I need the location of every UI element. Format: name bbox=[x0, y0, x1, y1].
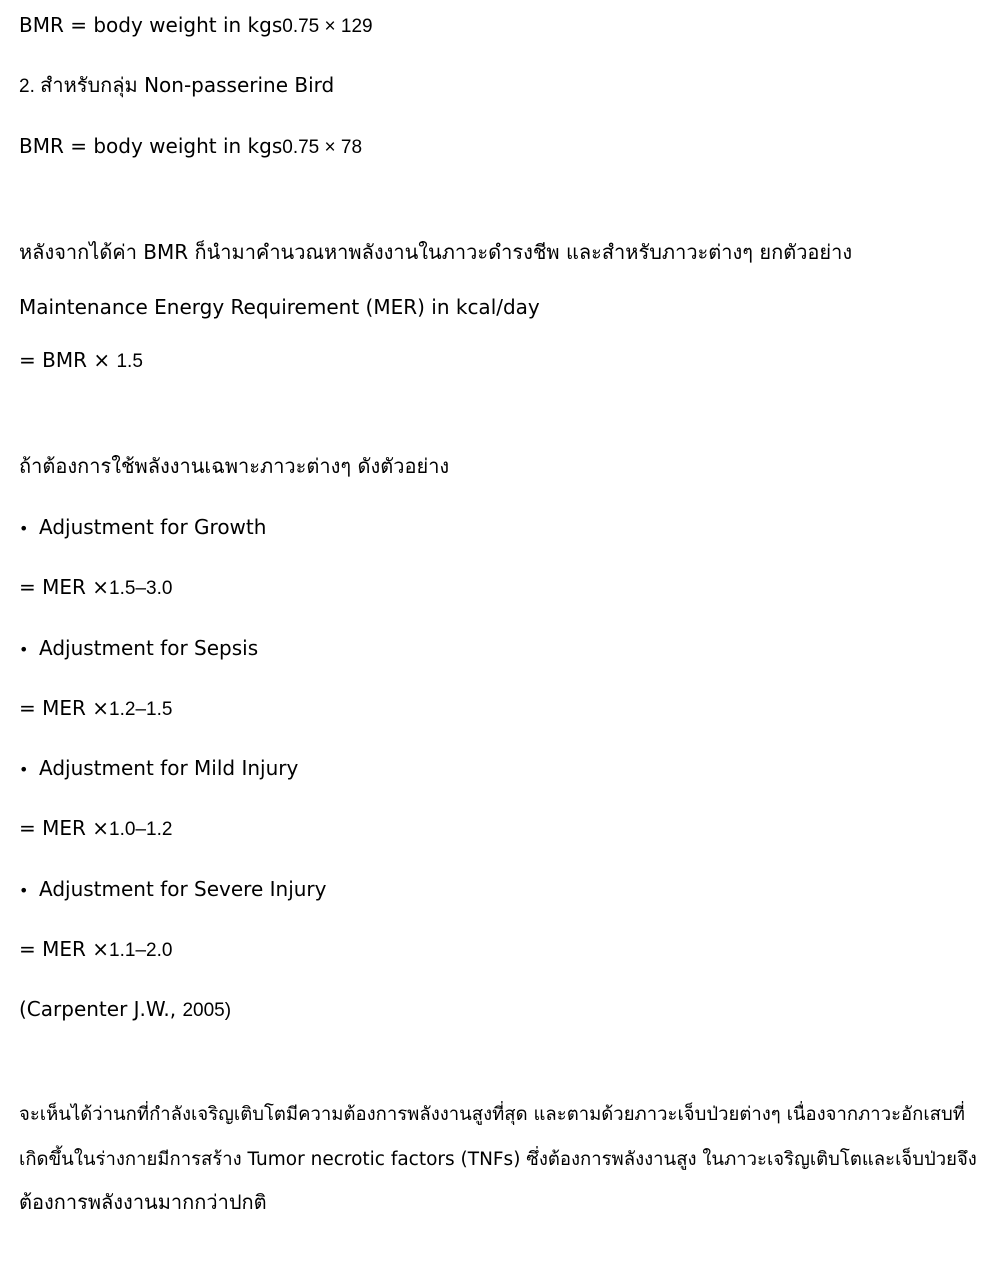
adjustment-formula-value: 1.2–1.5 bbox=[109, 699, 173, 720]
adjustment-formula-value: 1.0–1.2 bbox=[109, 819, 173, 840]
nonpasserine-heading-number: 2. bbox=[19, 76, 41, 97]
bullet-icon: • bbox=[19, 640, 29, 659]
adjustment-formula-label: = MER × bbox=[19, 575, 110, 599]
adjustment-title bbox=[19, 875, 327, 903]
bmr-passerine-formula bbox=[19, 11, 373, 39]
adjustment-formula-label: = MER × bbox=[19, 696, 110, 720]
bmr-passerine-label: BMR = body weight in kgs bbox=[19, 13, 283, 37]
adjustment-title-text: Adjustment for Severe Injury bbox=[39, 877, 327, 901]
mer-intro-paragraph: หลังจากได้ค่า BMR ก็นำมาคำนวณหาพลังงานในภาวะดำรงชีพ และสำหรับภาวะต่างๆ ยกตัวอย่าง bbox=[19, 240, 853, 264]
adjustment-title bbox=[19, 754, 298, 782]
conclusion-line: ต้องการพลังงานมากกว่าปกติ bbox=[19, 1190, 267, 1214]
bmr-nonpasserine-label: BMR = body weight in kgs bbox=[19, 134, 283, 158]
bmr-nonpasserine-formula bbox=[19, 132, 362, 160]
adjustment-title-text: Adjustment for Growth bbox=[39, 515, 267, 539]
adjustment-title-text: Adjustment for Sepsis bbox=[39, 636, 259, 660]
mer-formula-label: = BMR × bbox=[19, 348, 117, 372]
bullet-icon: • bbox=[19, 760, 29, 779]
bullet-icon: • bbox=[19, 881, 29, 900]
adjustment-formula bbox=[19, 573, 172, 601]
adjustment-title bbox=[19, 513, 266, 541]
adjustment-title bbox=[19, 634, 258, 662]
conclusion-line: เกิดขึ้นในร่างกายมีการสร้าง Tumor necrotic factors (TNFs) ซึ่งต้องการพลังงานสูง ในภาวะเจริญเติบโตและเจ็บป่วยจึง bbox=[19, 1149, 977, 1170]
bullet-icon: • bbox=[19, 519, 29, 538]
adjustment-formula-value: 1.1–2.0 bbox=[109, 940, 173, 961]
adjustment-title-text: Adjustment for Mild Injury bbox=[39, 756, 299, 780]
adjustment-formula bbox=[19, 814, 172, 842]
adjustment-formula bbox=[19, 935, 172, 963]
citation bbox=[19, 995, 231, 1023]
adjustment-formula-value: 1.5–3.0 bbox=[109, 578, 173, 599]
mer-formula-value: 1.5 bbox=[116, 351, 143, 372]
adjustment-formula bbox=[19, 694, 172, 722]
adjust-intro-paragraph: ถ้าต้องการใช้พลังงานเฉพาะภาวะต่างๆ ดังตัวอย่าง bbox=[19, 454, 450, 478]
conclusion-line: จะเห็นได้ว่านกที่กำลังเจริญเติบโตมีความต้องการพลังงานสูงที่สุด และตามด้วยภาวะเจ็บป่วยต่างๆ เนื่องจากภาวะอักเสบที่ bbox=[19, 1104, 965, 1125]
adjustment-formula-label: = MER × bbox=[19, 816, 110, 840]
citation-text: (Carpenter J.W., bbox=[19, 997, 183, 1021]
nonpasserine-heading-text: สำหรับกลุ่ม Non-passerine Bird bbox=[40, 73, 335, 97]
citation-year: 2005) bbox=[182, 1000, 232, 1021]
bmr-passerine-value: 0.75 × 129 bbox=[282, 16, 373, 37]
nonpasserine-heading bbox=[19, 71, 334, 99]
adjustment-formula-label: = MER × bbox=[19, 937, 110, 961]
bmr-nonpasserine-value: 0.75 × 78 bbox=[282, 137, 363, 158]
mer-formula bbox=[19, 346, 143, 374]
mer-title: Maintenance Energy Requirement (MER) in kcal/day bbox=[19, 295, 540, 319]
